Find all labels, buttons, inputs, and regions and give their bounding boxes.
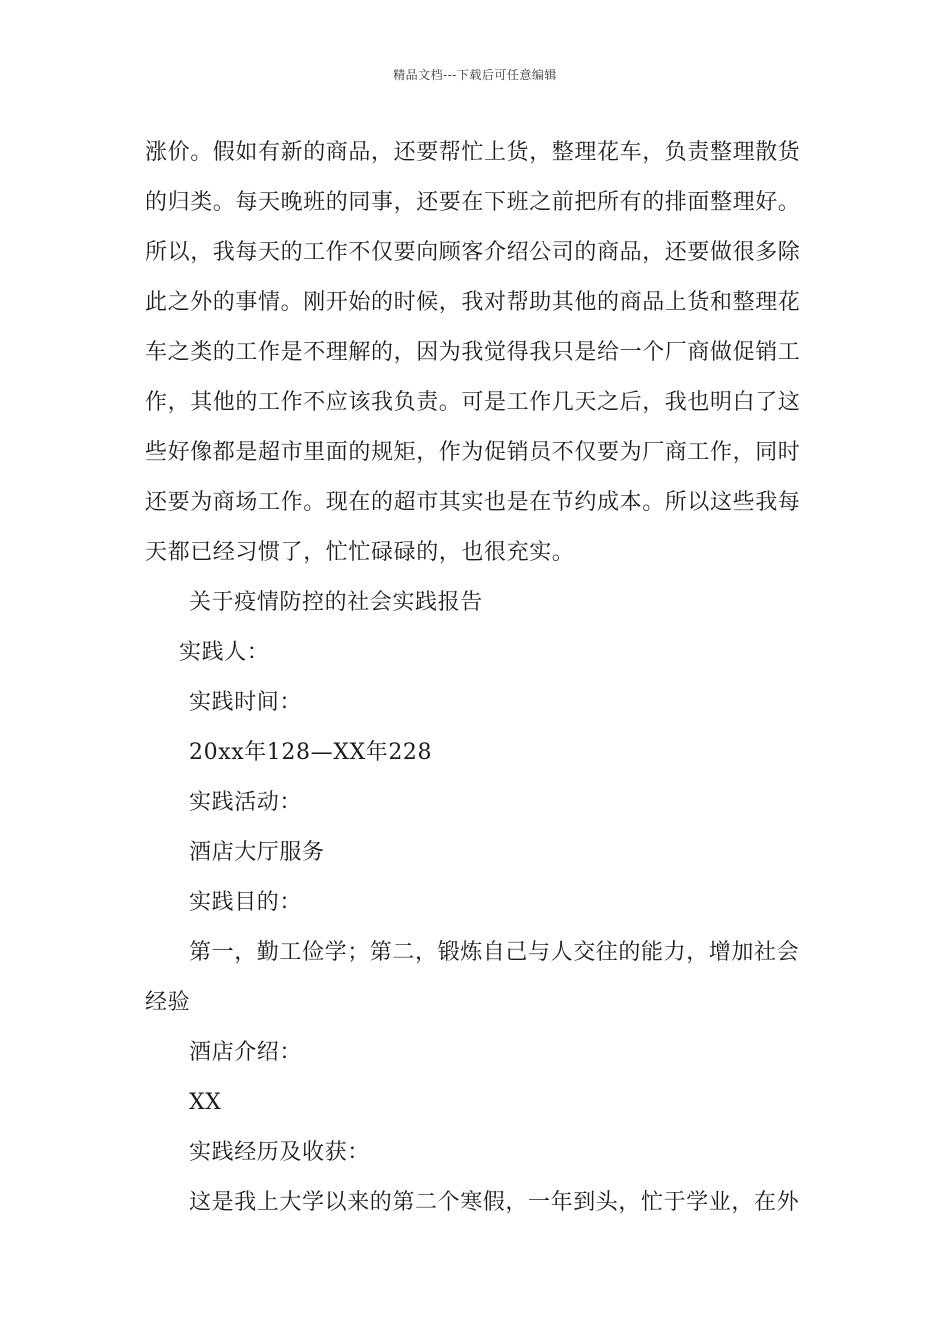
practice-time-value: 20xx年128—XX年228 <box>189 740 433 765</box>
paragraph-line: 天都已经习惯了，忙忙碌碌的，也很充实。 <box>145 540 575 565</box>
paragraph-line: 些好像都是超市里面的规矩，作为促销员不仅要为厂商工作，同时 <box>145 440 801 465</box>
experience-label: 实践经历及收获： <box>189 1140 370 1165</box>
hotel-intro-value: XX <box>189 1090 222 1115</box>
practice-activity-label: 实践活动： <box>189 790 303 815</box>
practice-purpose-value-cont: 经验 <box>145 990 191 1015</box>
practice-activity-value: 酒店大厅服务 <box>189 840 325 865</box>
practice-purpose-label: 实践目的： <box>189 890 303 915</box>
hotel-intro-label: 酒店介绍： <box>189 1040 303 1065</box>
practice-purpose-value: 第一，勤工俭学；第二，锻炼自己与人交往的能力，增加社会 <box>189 940 800 965</box>
paragraph-line: 涨价。假如有新的商品，还要帮忙上货，整理花车，负责整理散货 <box>145 140 801 165</box>
experience-paragraph-line: 这是我上大学以来的第二个寒假，一年到头，忙于学业，在外 <box>189 1190 800 1215</box>
paragraph-line: 车之类的工作是不理解的，因为我觉得我只是给一个厂商做促销工 <box>145 340 801 365</box>
paragraph-line: 作，其他的工作不应该我负责。可是工作几天之后，我也明白了这 <box>145 390 801 415</box>
document-body <box>145 128 810 1228</box>
paragraph-line: 还要为商场工作。现在的超市其实也是在节约成本。所以这些我每 <box>145 490 801 515</box>
page-header: 精品文档---下载后可任意编辑 <box>393 68 557 82</box>
report-title: 关于疫情防控的社会实践报告 <box>189 590 483 615</box>
practitioner-label: 实践人： <box>179 640 270 665</box>
paragraph-line: 所以，我每天的工作不仅要向顾客介绍公司的商品，还要做很多除 <box>145 240 801 265</box>
paragraph-line: 此之外的事情。刚开始的时候，我对帮助其他的商品上货和整理花 <box>145 290 801 315</box>
paragraph-line: 的归类。每天晚班的同事，还要在下班之前把所有的排面整理好。 <box>145 190 801 215</box>
practice-time-label: 实践时间： <box>189 690 303 715</box>
